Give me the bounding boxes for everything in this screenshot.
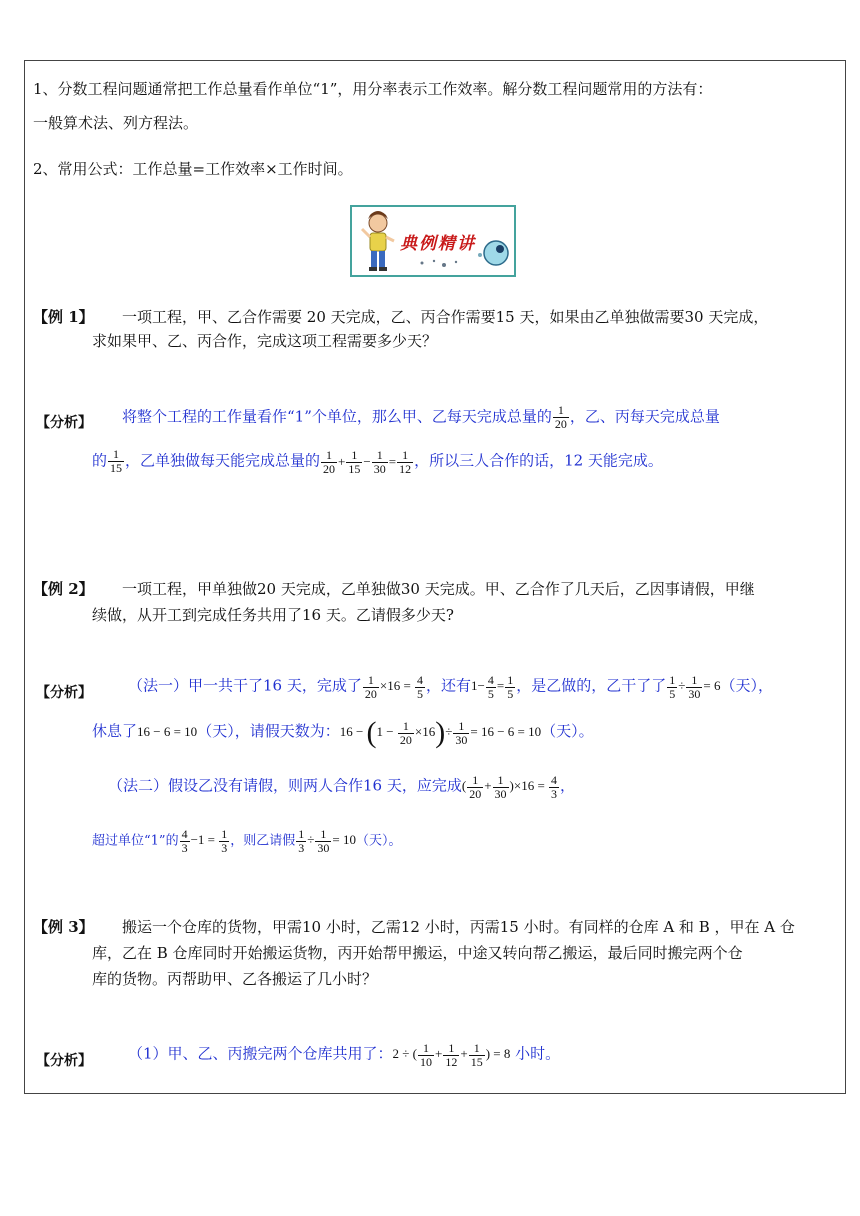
ex1-analysis-mid-2: ，乙单独做每天能完成总量的 xyxy=(125,451,321,470)
ex1-analysis-pre-2: 的 xyxy=(92,451,108,470)
ex1-analysis-line-1 xyxy=(122,404,720,431)
ex2-m1-text-b: ，还有 xyxy=(426,676,472,695)
fraction: $\frac{1}{20}$ xyxy=(554,403,567,431)
ex2-m2-l2-c: （天）。 xyxy=(356,833,402,849)
ex3-line-2: 库，乙在 B 仓库同时开始搬运货物，丙开始帮甲搬运，中途又转向帮乙搬运，最后同时搬完两个仓 xyxy=(92,944,743,962)
ex1-analysis-label: 【分析】 xyxy=(36,415,92,431)
ex1-line-1: 一项工程，甲、乙合作需要 20 天完成，乙、丙合作需要15 天，如果由乙单独做需要30 天完成， xyxy=(122,308,769,326)
ex2-method2-line-1: （法二）假设乙没有请假，则两人合作16 天，应完成( $\frac{1}{20}$ + $\frac{1}{30}$ )×16 = $\frac{4}{3}$ ， xyxy=(108,773,576,801)
ex3-line-3: 库的货物。丙帮助甲、乙各搬运了几小时？ xyxy=(92,970,378,988)
ex2-line-2: 续做，从开工到完成任务共用了16 天。乙请假多少天? xyxy=(92,606,454,624)
ex2-label: 【例 2】 xyxy=(33,580,94,598)
ex2-method2-line-2: 超过单位“1”的 $\frac{4}{3}$ −1 = $\frac{1}{3}$ ，则乙请假 $\frac{1}{3}$ ÷ $\frac{1}{30}$ = 10（天）。 xyxy=(92,827,402,855)
ex3-label: 【例 3】 xyxy=(33,918,94,936)
ex2-m2-text-a: （法二）假设乙没有请假，则两人合作16 天，应完成 xyxy=(108,776,462,795)
ex2-m1-l2-b: （天），请假天数为： xyxy=(197,721,340,740)
ex2-analysis-label: 【分析】 xyxy=(36,685,92,701)
intro-line-1: 1、分数工程问题通常把工作总量看作单位“1”，用分率表示工作效率。解分数工程问题常用的方法有： xyxy=(33,80,713,98)
ex1-analysis-line-2 xyxy=(92,448,663,476)
ex2-line-1: 一项工程，甲单独做20 天完成，乙单独做30 天完成。甲、乙合作了几天后，乙因事请假，甲继 xyxy=(122,580,755,598)
ex1-line-2: 求如果甲、乙、丙合作，完成这项工程需要多少天？ xyxy=(92,332,438,350)
example-banner xyxy=(350,205,516,277)
ex2-m2-l2-b: ，则乙请假 xyxy=(230,833,296,849)
ex2-m1-l2-a: 休息了 xyxy=(92,721,138,740)
ex3-analysis-line-1: （1）甲、乙、丙搬完两个仓库共用了：2 ÷ ( $\frac{1}{10}$ + $\frac{1}{12}$ + $\frac{1}{15}$ ) = 8 小时。 xyxy=(128,1041,561,1069)
intro-line-2: 一般算术法、列方程法。 xyxy=(33,114,199,132)
ex2-m2-text-b: ， xyxy=(560,776,576,795)
ex2-m1-text-a: （法一）甲一共干了16 天，完成了 xyxy=(128,676,362,695)
ex1-analysis-tail-1: ，乙、丙每天完成总量 xyxy=(569,407,720,426)
ex2-m1-text-d: （天）， xyxy=(720,676,773,695)
ex2-m1-l2-c: （天）。 xyxy=(541,721,594,740)
ex3-analysis-text: （1）甲、乙、丙搬完两个仓库共用了： xyxy=(128,1044,393,1063)
ex3-analysis-label: 【分析】 xyxy=(36,1053,92,1069)
ex3-analysis-tail: 小时。 xyxy=(515,1044,561,1063)
ex1-formula: $\frac{1}{20}$ + $\frac{1}{15}$ − $\frac{1}{30}$ = $\frac{1}{12}$ xyxy=(323,448,412,477)
bubble-icon xyxy=(474,233,514,273)
fraction: $\frac{1}{15}$ xyxy=(110,447,123,475)
ex2-m1-text-c: ，是乙做的，乙干了了 xyxy=(516,676,667,695)
intro-formula: 2、常用公式：工作总量=工作效率×工作时间。 xyxy=(33,160,353,178)
ex2-method1-line-2: 休息了16 − 6 = 10（天），请假天数为：16 − (1 − $\frac{1}{20}$ ×16)÷ $\frac{1}{30}$ = 16 − 6 = 10（天）。 xyxy=(92,716,594,749)
ex1-label: 【例 1】 xyxy=(33,308,94,326)
ex1-analysis-text-1: 将整个工程的工作量看作“1”个单位，那么甲、乙每天完成总量的 xyxy=(122,407,552,426)
banner-title: 典例精讲 xyxy=(400,234,476,254)
dots-decoration-icon xyxy=(412,253,472,273)
ex1-analysis-tail-2: ，所以三人合作的话，12 天能完成。 xyxy=(414,451,663,470)
ex2-method1-line-1: （法一）甲一共干了16 天，完成了 $\frac{1}{20}$ ×16 = $\frac{4}{5}$ ，还有1− $\frac{4}{5}$ = $\frac{1}{5}$ ，是乙做的，乙干了了 $\frac{1}{5}$ ÷ $\frac{1}{30}$ = 6（天）， xyxy=(128,673,773,701)
ex2-m2-l2-a: 超过单位“1”的 xyxy=(92,833,179,849)
ex3-line-1: 搬运一个仓库的货物，甲需10 小时，乙需12 小时，丙需15 小时。有同样的仓库 A 和 B ，甲在 A 仓 xyxy=(122,918,795,936)
